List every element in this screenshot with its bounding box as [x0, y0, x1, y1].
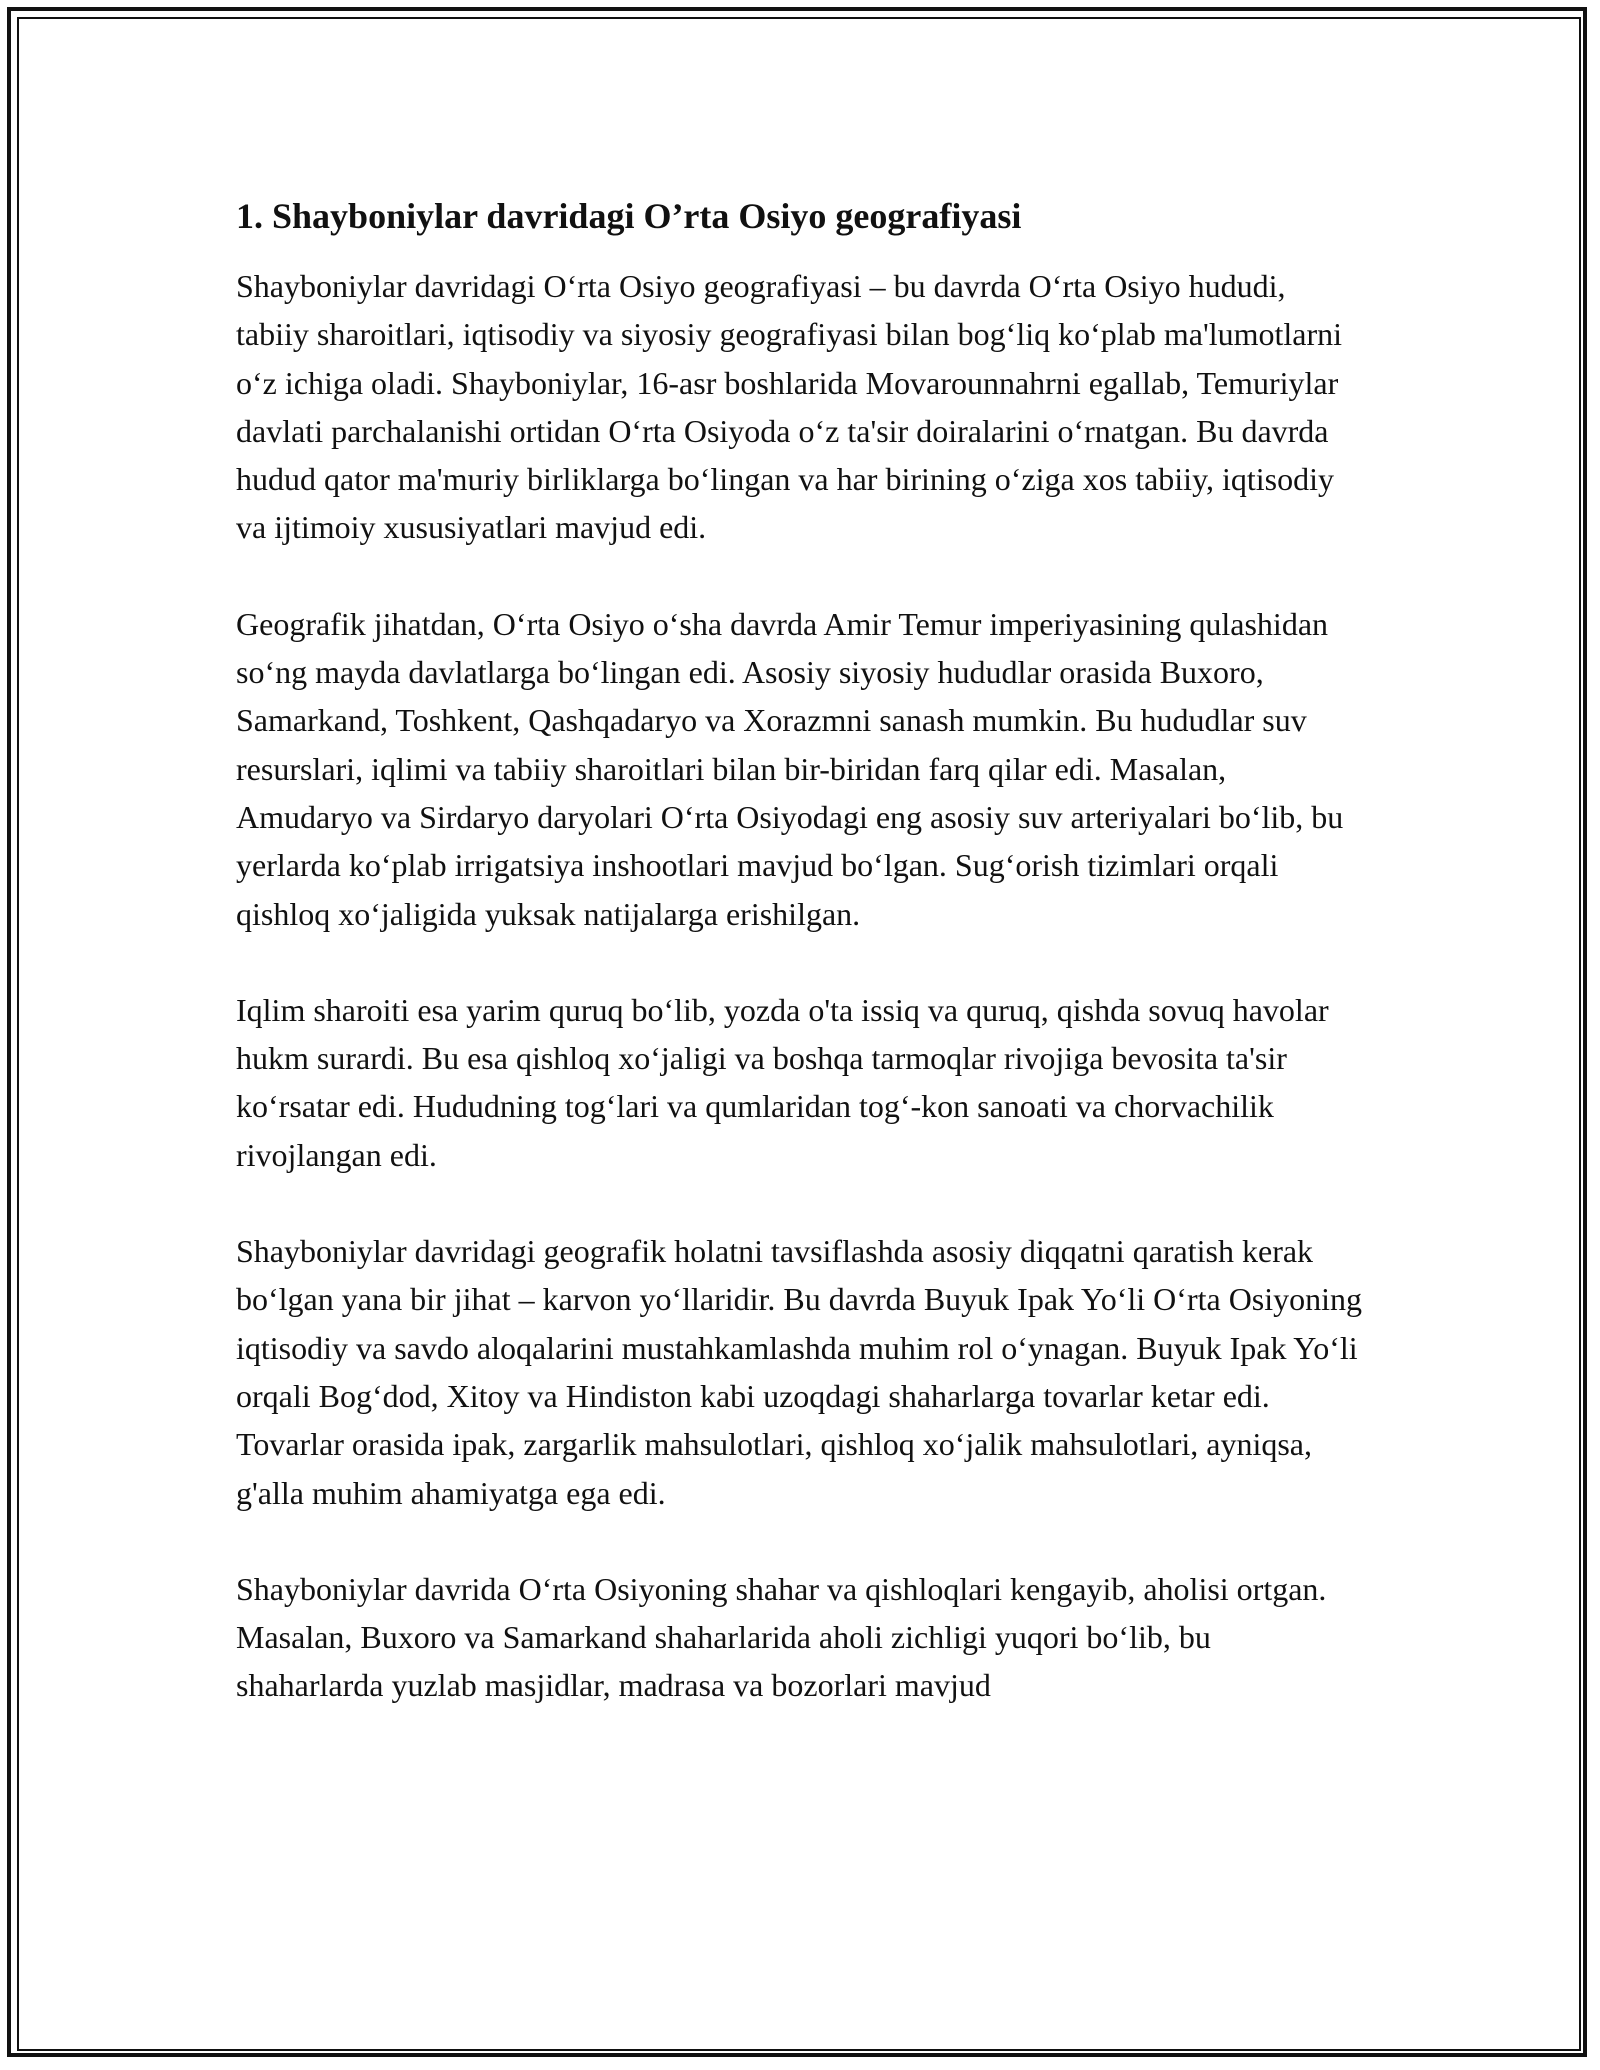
paragraph-1: Shayboniylar davridagi Oʻrta Osiyo geografiyasi – bu davrda Oʻrta Osiyo hududi, tabiiy sharoitlari, iqtisodiy va siyosiy geografiyasi bilan bogʻliq koʻplab ma'lumotlarni oʻz ichiga oladi. Shayboniylar, 16-asr boshlarida Movarounnahrni egallab, Temuriylar davlati parchalanishi ortidan Oʻrta Osiyoda oʻz ta'sir doiralarini oʻrnatgan. Bu davrda hudud qator ma'muriy birliklarga boʻlingan va har birining oʻziga xos tabiiy, iqtisodiy va ijtimoiy xususiyatlari mavjud edi.	[236, 268, 1343, 546]
paragraph-5: Shayboniylar davrida Oʻrta Osiyoning shahar va qishloqlari kengayib, aholisi ortgan. Masalan, Buxoro va Samarkand shaharlarida aholi zichligi yuqori boʻlib, bu shaharlarda yuzlab masjidlar, madrasa va bozorlari mavjud	[236, 1570, 1327, 1704]
document-body	[236, 190, 1366, 1710]
paragraph-4: Shayboniylar davridagi geografik holatni tavsiflashda asosiy diqqatni qaratish kerak boʻlgan yana bir jihat – karvon yoʻllaridir. Bu davrda Buyuk Ipak Yoʻli Oʻrta Osiyoning iqtisodiy va savdo aloqalarini mustahkamlashda muhim rol oʻynagan. Buyuk Ipak Yoʻli orqali Bogʻdod, Xitoy va Hindiston kabi uzoqdagi shaharlarga tovarlar ketar edi. Tovarlar orasida ipak, zargarlik mahsulotlari, qishloq xoʻjalik mahsulotlari, ayniqsa, g'alla muhim ahamiyatga ega edi.	[236, 1233, 1363, 1511]
paragraph-2: Geografik jihatdan, Oʻrta Osiyo oʻsha davrda Amir Temur imperiyasining qulashidan soʻng mayda davlatlarga boʻlingan edi. Asosiy siyosiy hududlar orasida Buxoro, Samarkand, Toshkent, Qashqadaryo va Xorazmni sanash mumkin. Bu hududlar suv resurslari, iqlimi va tabiiy sharoitlari bilan bir-biridan farq qilar edi. Masalan, Amudaryo va Sirdaryo daryolari Oʻrta Osiyodagi eng asosiy suv arteriyalari boʻlib, bu yerlarda koʻplab irrigatsiya inshootlari mavjud boʻlgan. Sugʻorish tizimlari orqali qishloq xoʻjaligida yuksak natijalarga erishilgan.	[236, 605, 1344, 932]
paragraph-3: Iqlim sharoiti esa yarim quruq boʻlib, yozda o'ta issiq va quruq, qishda sovuq havolar hukm surardi. Bu esa qishloq xoʻjaligi va boshqa tarmoqlar rivojiga bevosita ta'sir koʻrsatar edi. Hududning togʻlari va qumlaridan togʻ-kon sanoati va chorvachilik rivojlangan edi.	[236, 991, 1329, 1173]
section-heading: 1. Shayboniylar davridagi O’rta Osiyo geografiyasi	[236, 196, 1022, 236]
